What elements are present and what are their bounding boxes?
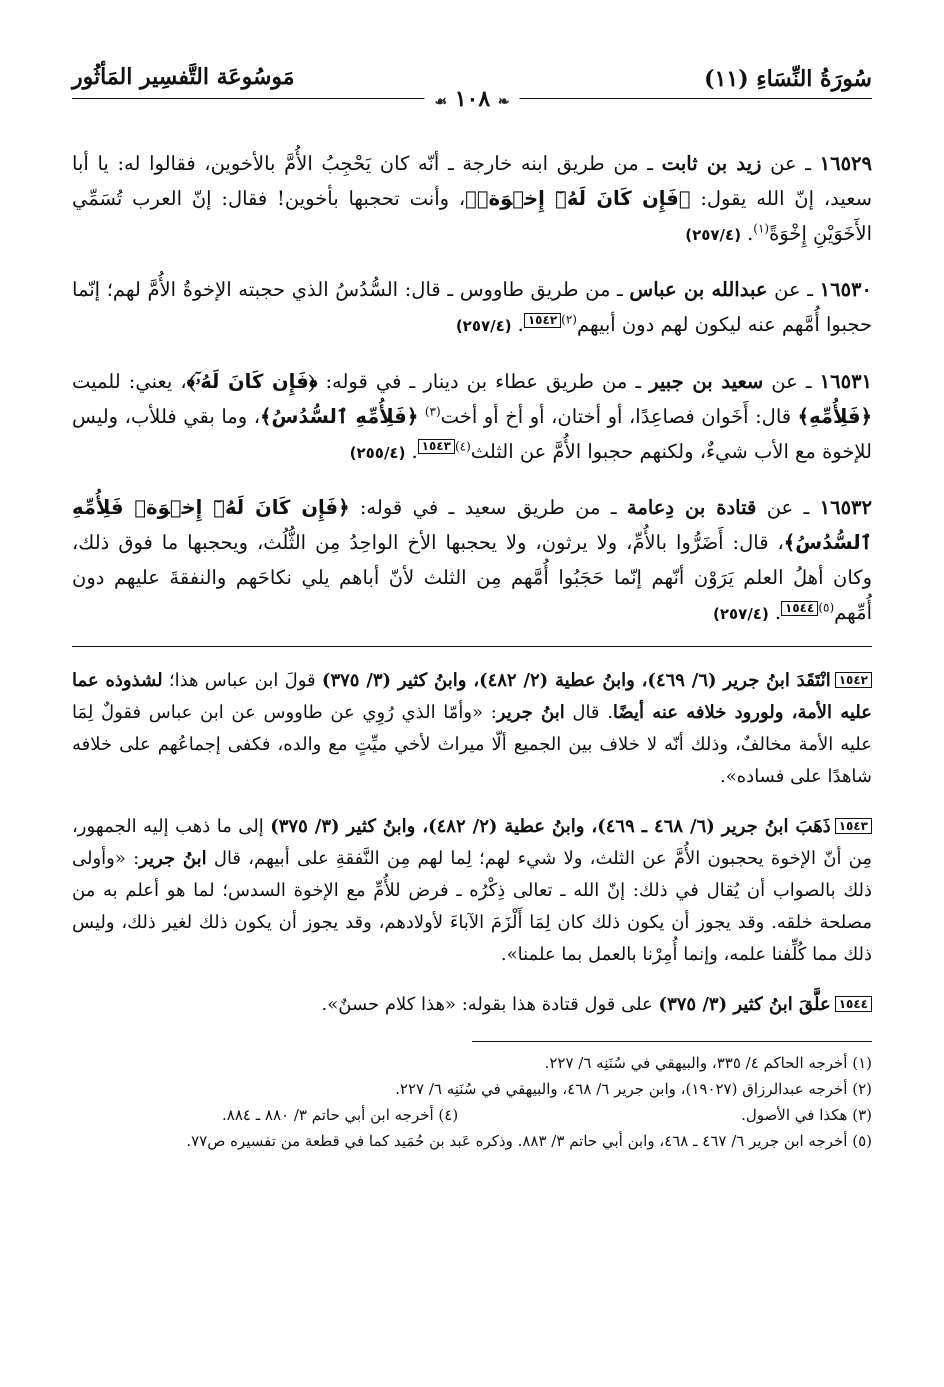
footnote-marker: (٢) — [561, 312, 577, 327]
footnote: (٥) أخرجه ابن جرير ٦/ ٤٦٧ ـ ٤٦٨، وابن أبي حاتم ٣/ ٨٨٣. وذكره عَبد بن حُمَيد كما في قطعة من تفسيره ص٧٧. — [186, 1132, 872, 1150]
commentary-number-box: ١٥٤٤ — [835, 996, 872, 1012]
commentary-note: ١٥٤٣ذَهَبَ ابنُ جرير (٦/ ٤٦٨ ـ ٤٦٩)، وابنُ عطية (٢/ ٤٨٢)، وابنُ كثير (٣/ ٣٧٥) إلى ما ذهب إليه الجمهور، مِن أنّ الإخوة يحجبون الأُمَّ عن الثلث، ولا شيء لهم؛ لِما لهم مِن النَّفقةِ على أبيهم، قال ابنُ جرير: «وأولى ذلك بالصواب أن يُقال في ذلك: إنّ الله ـ تعالى ذِكْرُه ـ فرض للأُمِّ مع الإخوة السدس؛ لما هو أعلم به من مصلحة خلقه. وقد يجوز أن يكون ذلك كان لِمَا أَلْزَمَ الآباءَ لأولادهم، وقد يجوز أن يكون ذلك لغير ذلك، وليس ذلك مما كُلِّفنا علمه، وإنما أُمِرْنا بالعمل بما علمنا». — [72, 816, 873, 965]
section-divider — [72, 646, 872, 647]
book-title: مَوسُوعَة التَّفسِير المَأثُور — [72, 64, 295, 90]
ornament-icon: ❧ — [497, 94, 510, 110]
page-number: ١٠٨ — [454, 86, 491, 112]
commentary-ref-box: ١٥٤٣ — [418, 439, 455, 454]
footnote: (٣) هكذا في الأصول. — [741, 1106, 872, 1124]
entry-number: ١٦٥٢٩ — [819, 151, 872, 175]
commentary-number-box: ١٥٤٢ — [835, 672, 872, 688]
surah-header: سُورَةُ النِّسَاءِ (١١) — [704, 66, 872, 92]
footnote-marker: (٣) — [424, 404, 441, 418]
footnote: (١) أخرجه الحاكم ٤/ ٣٣٥، والبيهقي في سُنَنِه ٦/ ٢٢٧. — [544, 1054, 872, 1072]
narration-entry: ١٦٥٢٩ ـ عن زيد بن ثابت ـ من طريق ابنه خارجة ـ أنّه كان يَحْجِبُ الأُمَّ بالأخوين، فقالوا له: يا أبا سعيد، إنّ الله يقول: ﴿فَإِن كَانَ لَهُۥٓ إِخۡوَةٞ﴾، وأنت تحجبها بأخوين! فقال: إنّ العرب تُسَمِّي الأَخَوَيْنِ إِخْوَةً$^{(١)}$.(٢٥٧/٤) — [72, 151, 872, 245]
narrator-name: زيد بن ثابت — [661, 151, 762, 175]
entry-number: ١٦٥٣٢ — [819, 496, 872, 519]
commentary-ref-box: ١٥٤٤ — [781, 601, 818, 616]
narration-entry: ١٦٥٣٢ ـ عن قتادة بن دِعامة ـ من طريق سعيد ـ في قوله: ﴿فَإِن كَانَ لَهُۥٓ إِخۡوَةٞ فَلِأُمِّهِ ٱلسُّدُسُ﴾، قال: أَضَرُّوا بالأُمِّ، ولا يرثون، ولا يحجبها الأخ الواحِدُ مِن الثُّلُث، ويحجبها ما فوق ذلك، وكان أهلُ العلم يَرَوْن أنّهم إنّما حَجَبُوا أُمَّهم مِن الثلث لأنّ أباهم يلي نكاحَهم والنفقةَ عليهم دون أُمِّهم$^{(٥)}$١٥٤٤.(٢٥٧/٤) — [72, 496, 872, 624]
commentary-number-box: ١٥٤٣ — [835, 818, 872, 834]
footnote-row — [72, 1102, 872, 1128]
footnote-divider — [472, 1041, 872, 1042]
entry-number: ١٦٥٣١ — [819, 369, 873, 393]
footnote-marker: (١) — [753, 221, 770, 235]
page — [72, 58, 872, 1154]
quran-quote: ﴿فَلِأُمِّهِ﴾ — [797, 404, 872, 428]
commentary-note: ١٥٤٤علَّقَ ابنُ كثير (٣/ ٣٧٥) على قول قتادة هذا بقوله: «هذا كلام حسنٌ». — [72, 989, 872, 1021]
entry-number: ١٦٥٣٠ — [819, 278, 872, 301]
page-number-block — [424, 86, 519, 112]
narrator-name: سعيد بن جبير — [649, 369, 764, 393]
footnote: (٢) أخرجه عبدالرزاق (١٩٠٢٧)، وابن جرير ٦/ ٤٦٨، والبيهقي في سُنَنِه ٦/ ٢٢٧. — [395, 1080, 872, 1098]
quran-quote: ﴿فَإِن كَانَ لَهُۥٓ إِخۡوَةٞ فَلِأُمِّهِ ٱلسُّدُسُ﴾ — [72, 496, 872, 554]
page-header — [72, 58, 872, 126]
volume-reference: (٢٥٧/٤) — [713, 605, 769, 623]
volume-reference: (٢٥٧/٤) — [455, 317, 512, 335]
narrator-name: قتادة بن دِعامة — [626, 496, 757, 519]
footnote: (٤) أخرجه ابن أبي حاتم ٣/ ٨٨٠ ـ ٨٨٤. — [222, 1106, 459, 1124]
quran-quote: ﴿فَإِن كَانَ لَهُۥٓ إِخۡوَةٞ﴾ — [465, 186, 691, 210]
volume-reference: (٢٥٥/٤) — [349, 443, 406, 462]
commentary-note: ١٥٤٢انْتَقَدَ ابنُ جرير (٦/ ٤٦٩)، وابنُ عطية (٢/ ٤٨٢)، وابنُ كثير (٣/ ٣٧٥) قولَ ابن عباس هذا؛ لشذوذه عما عليه الأمة، ولورود خلافه عنه أيضًا. قال ابنُ جرير: «وأمّا الذي رُوِي عن طاووس عن ابن عباس فقولٌ لِمَا عليه الأمة مخالفٌ، وذلك أنّه لا خلاف بين الجميع ألّا ميراث لأخي ميِّتٍ مع والده، فكفى إجماعُهم على خلافه شاهدًا على فساده». — [72, 670, 872, 787]
footnote-marker: (٥) — [818, 600, 835, 615]
footnote-marker: (٤) — [454, 439, 471, 453]
narrator-name: عبدالله بن عباس — [629, 278, 768, 301]
commentary-ref-box: ١٥٤٢ — [524, 313, 561, 328]
volume-reference: (٢٥٧/٤) — [685, 225, 742, 244]
quran-quote: ﴿فَلِأُمِّهِ ٱلسُّدُسُ﴾ — [260, 404, 419, 428]
narration-entry: ١٦٥٣١ ـ عن سعيد بن جبير ـ من طريق عطاء بن دينار ـ في قوله: ﴿فَإِن كَانَ لَهُۥٓ﴾، يعني: للميت ﴿فَلِأُمِّهِ﴾ قال: أَخَوان فصاعِدًا، أو أختان، أو أخ أو أخت$^{(٣)}$ ﴿فَلِأُمِّهِ ٱلسُّدُسُ﴾، وما بقي فللأب، وليس للإخوة مع الأب شيءٌ، ولكنهم حجبوا الأُمَّ عن الثلث$^{(٤)}$١٥٤٣.(٢٥٥/٤) — [72, 369, 873, 463]
quran-quote: ﴿فَإِن كَانَ لَهُۥٓ﴾ — [186, 369, 318, 393]
narration-entry: ١٦٥٣٠ ـ عن عبدالله بن عباس ـ من طريق طاووس ـ قال: السُّدُسُ الذي حجبته الإخوةُ الأُمَّ لهم؛ إنّما حجبوا أُمَّهم عنه ليكون لهم دون أبيهم$^{(٢)}$١٥٤٢.(٢٥٧/٤) — [72, 278, 872, 336]
ornament-icon: ☙ — [434, 94, 448, 110]
